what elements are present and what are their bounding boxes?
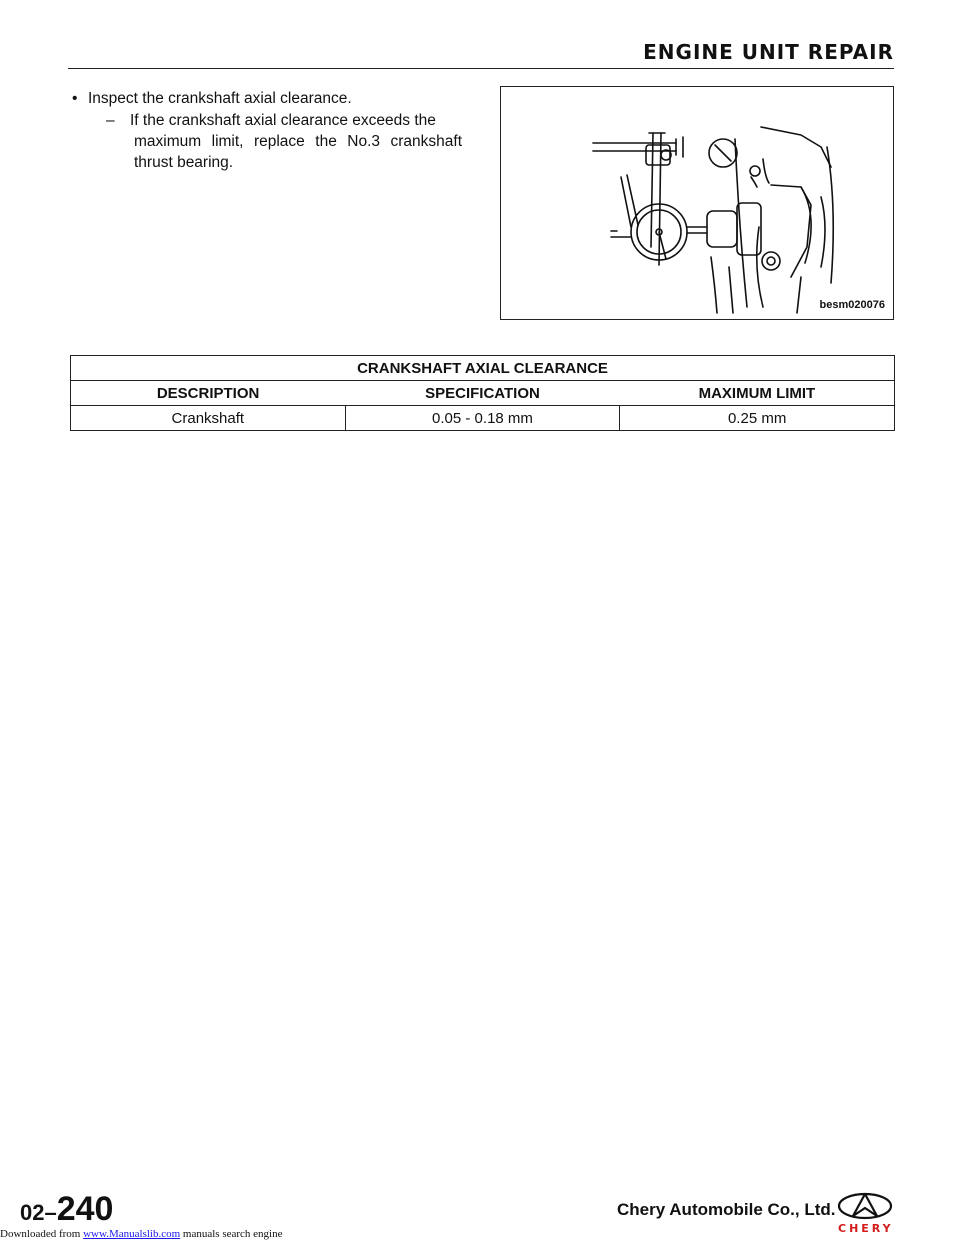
table-header-row: [71, 381, 895, 406]
logo-wordmark: CHERY: [838, 1222, 894, 1235]
download-suffix: manuals search engine: [182, 1228, 283, 1240]
clearance-spec-table: [70, 355, 895, 431]
sub-item: [106, 110, 462, 173]
cell-specification: 0.05 - 0.18 mm: [345, 406, 620, 431]
header-divider: [68, 68, 894, 69]
page-number-value: 240: [56, 1190, 114, 1228]
column-header-description: DESCRIPTION: [71, 381, 346, 406]
dial-indicator-drawing: [501, 87, 895, 321]
section-title: ENGINE UNIT REPAIR: [643, 40, 894, 64]
page-number: [20, 1190, 113, 1229]
table-caption-row: [71, 356, 895, 381]
dial-indicator-illustration: [500, 86, 894, 320]
column-header-specification: SPECIFICATION: [345, 381, 620, 406]
sub-text-rest: maximum limit, replace the No.3 crankshaft thrust bearing.: [134, 133, 462, 171]
cell-maximum-limit: 0.25 mm: [620, 406, 895, 431]
company-name: Chery Automobile Co., Ltd.: [617, 1200, 836, 1219]
table-caption: CRANKSHAFT AXIAL CLEARANCE: [71, 356, 895, 381]
figure-id-label: besm020076: [819, 299, 885, 311]
bullet-item: [72, 90, 352, 108]
bullet-dot: •: [72, 90, 78, 107]
download-footer: [0, 1228, 282, 1240]
bullet-text: Inspect the crankshaft axial clearance.: [88, 90, 352, 107]
sub-dash: –: [106, 112, 115, 129]
cell-description: Crankshaft: [71, 406, 346, 431]
manualslib-link[interactable]: www.Manualslib.com: [83, 1228, 181, 1240]
page-section-prefix: 02–: [20, 1200, 57, 1225]
table-row: [71, 406, 895, 431]
sub-text-line1: If the crankshaft axial clearance exceeds the: [130, 112, 436, 129]
download-prefix: Downloaded from: [0, 1228, 81, 1240]
column-header-maximum-limit: MAXIMUM LIMIT: [620, 381, 895, 406]
